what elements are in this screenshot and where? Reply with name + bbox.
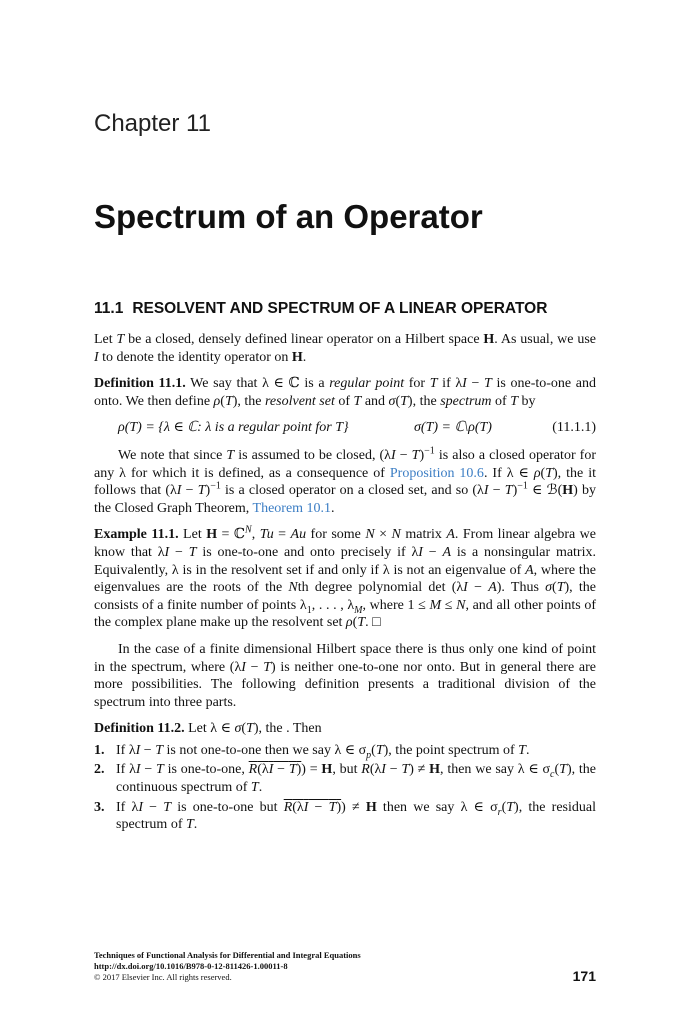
- copyright: © 2017 Elsevier Inc. All rights reserved.: [94, 972, 232, 982]
- footer: [94, 950, 596, 983]
- section-title: RESOLVENT AND SPECTRUM OF A LINEAR OPERATOR: [132, 300, 548, 317]
- equation-spectrum: σ(T) = ℂ\ρ(T): [414, 420, 492, 436]
- doi-link[interactable]: http://dx.doi.org/10.1016/B978-0-12-811426-1.00011-8: [94, 961, 288, 971]
- definition-11-1: Definition 11.1. We say that λ ∈ ℂ is a regular point for T if λI − T is one-to-one and onto. We then define ρ(T), the resolvent set of T and σ(T), the spectrum of T by: [94, 376, 596, 409]
- intro-paragraph: Let T be a closed, densely defined linear operator on a Hilbert space H. As usual, we use I to denote the identity operator on H.: [94, 332, 596, 365]
- definition-label: Definition 11.2.: [94, 721, 185, 737]
- example-11-1: Example 11.1. Let H = ℂ$^N$, Tu = Au for some N × N matrix A. From linear algebra we know that λI − T is one-to-one and onto precisely if λI − A is a nonsingular matrix. Equivalently, λ is in the resolvent set if and only if λ is not an eigenvalue of A, where the eigenvalues are the roots of the Nth degree polynomial det (λI − A). Thus σ(T), the consists of a finite number of points $\lambda_1$, . . . , $\lambda_M$, where 1 ≤ M ≤ N, and all other points of the complex plane make up the resolvent set ρ(T. □: [94, 524, 597, 631]
- page-number: 171: [572, 968, 596, 984]
- example-label: Example 11.1.: [94, 527, 179, 543]
- spectrum-parts-list: [94, 742, 596, 834]
- list-item: 3. If λI − T is one-to-one but R(λI − T)) ≠ H then we say λ ∈ $\sigma_r(T)$, the residual spectrum of T.: [94, 799, 597, 833]
- theorem-10-1-link[interactable]: Theorem 10.1: [252, 500, 332, 516]
- list-item: 1. If λI − T is not one-to-one then we say λ ∈ $\sigma_p(T)$, the point spectrum of T.: [94, 742, 530, 761]
- equation-11-1-1: [118, 419, 596, 437]
- list-item: 2. If λI − T is one-to-one, R(λI − T)) = H, but R(λI − T) ≠ H, then we say λ ∈ $\sigma_c(T)$, the continuous spectrum of T.: [94, 762, 597, 796]
- definition-11-2: Definition 11.2. Let λ ∈ σ(T), the . Then: [94, 721, 322, 737]
- chapter-label: Chapter 11: [94, 110, 211, 137]
- body-text: [94, 331, 596, 836]
- definition-label: Definition 11.1.: [94, 376, 186, 392]
- book-title: Techniques of Functional Analysis for Differential and Integral Equations: [94, 950, 361, 960]
- equation-resolvent-set: ρ(T) = {λ ∈ ℂ: λ is a regular point for T}: [118, 420, 349, 436]
- chapter-title: Spectrum of an Operator: [94, 198, 483, 235]
- equation-number: (11.1.1): [552, 420, 596, 436]
- proposition-10-6-link[interactable]: Proposition 10.6: [389, 465, 484, 481]
- closedness-paragraph: We note that since T is assumed to be closed, $(\lambda I - T)^{-1}$ is also a closed operator for any λ for which it is defined, as a consequence of Proposition 10.6. If λ ∈ ρ(T), the it follows that $(\lambda I - T)^{-1}$ is a closed operator on a closed set, and so $(\lambda I - T)^{-1}$ ∈ ℬ(H) by the Closed Graph Theorem, Theorem 10.1.: [94, 445, 597, 516]
- finite-dimension-paragraph: In the case of a finite dimensional Hilbert space there is thus only one kind of point in the spectrum, where (λI − T) is neither one-to-one nor onto. But in general there are more possibilities. The following definition presents a traditional division of the spectrum into three parts.: [94, 641, 596, 710]
- section-number: 11.1: [94, 300, 124, 317]
- section-heading: [94, 300, 547, 318]
